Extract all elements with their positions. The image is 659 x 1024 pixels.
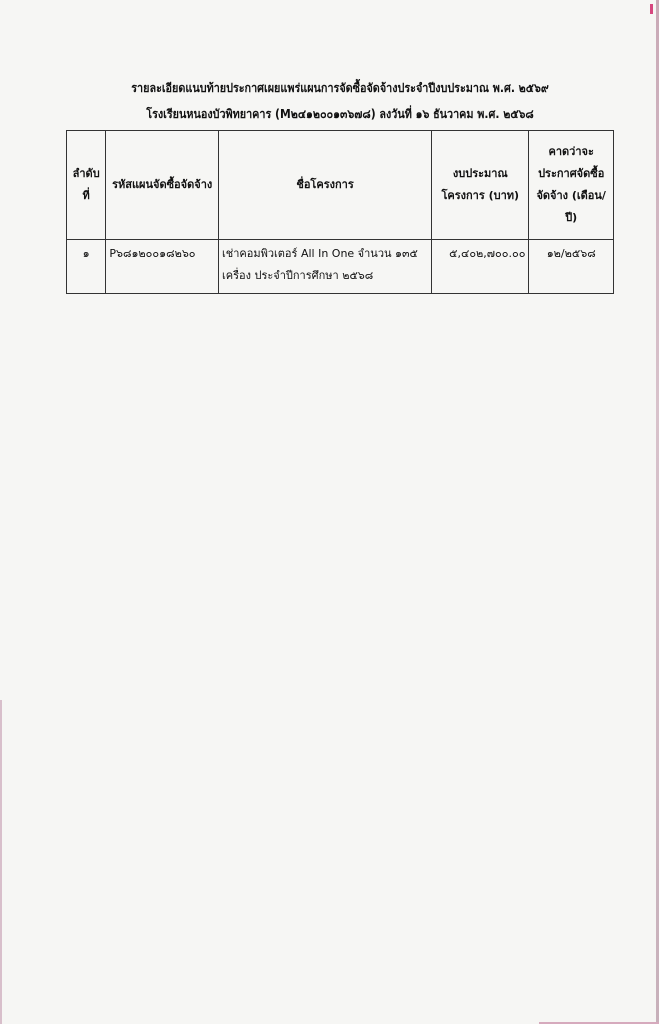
header-budget: งบประมาณโครงการ (บาท): [432, 131, 529, 240]
row-no: ๑: [67, 240, 106, 294]
row-expected-date: ๑๒/๒๕๖๘: [529, 240, 614, 294]
pink-edge-left: [0, 700, 2, 1024]
document-header: [60, 80, 620, 132]
header-subtitle: โรงเรียนหนองบัวพิทยาคาร (M๒๔๑๒๐๐๑๓๖๗๘) ลงวันที่ ๑๖ ธันวาคม พ.ศ. ๒๕๖๘: [146, 107, 534, 121]
row-project-name: เช่าคอมพิวเตอร์ All In One จำนวน ๑๓๕ เครื่อง ประจำปีการศึกษา ๒๕๖๘: [218, 240, 431, 294]
procurement-table: [66, 130, 614, 294]
header-code: รหัสแผนจัดซื้อจัดจ้าง: [106, 131, 219, 240]
table-header-row: [67, 131, 614, 240]
table-row: [67, 240, 614, 294]
header-title: รายละเอียดแนบท้ายประกาศเผยแพร่แผนการจัดซื้อจัดจ้างประจำปีงบประมาณ พ.ศ. ๒๕๖๙: [131, 81, 549, 95]
header-expected-date: คาดว่าจะประกาศจัดซื้อจัดจ้าง (เดือน/ปี): [529, 131, 614, 240]
pink-mark-top: [650, 4, 653, 14]
header-project-name: ชื่อโครงการ: [218, 131, 431, 240]
header-no: ลำดับที่: [67, 131, 106, 240]
row-code: P๖๘๑๒๐๐๑๘๒๖๐: [106, 240, 219, 294]
row-budget: ๕,๔๐๒,๗๐๐.๐๐: [432, 240, 529, 294]
